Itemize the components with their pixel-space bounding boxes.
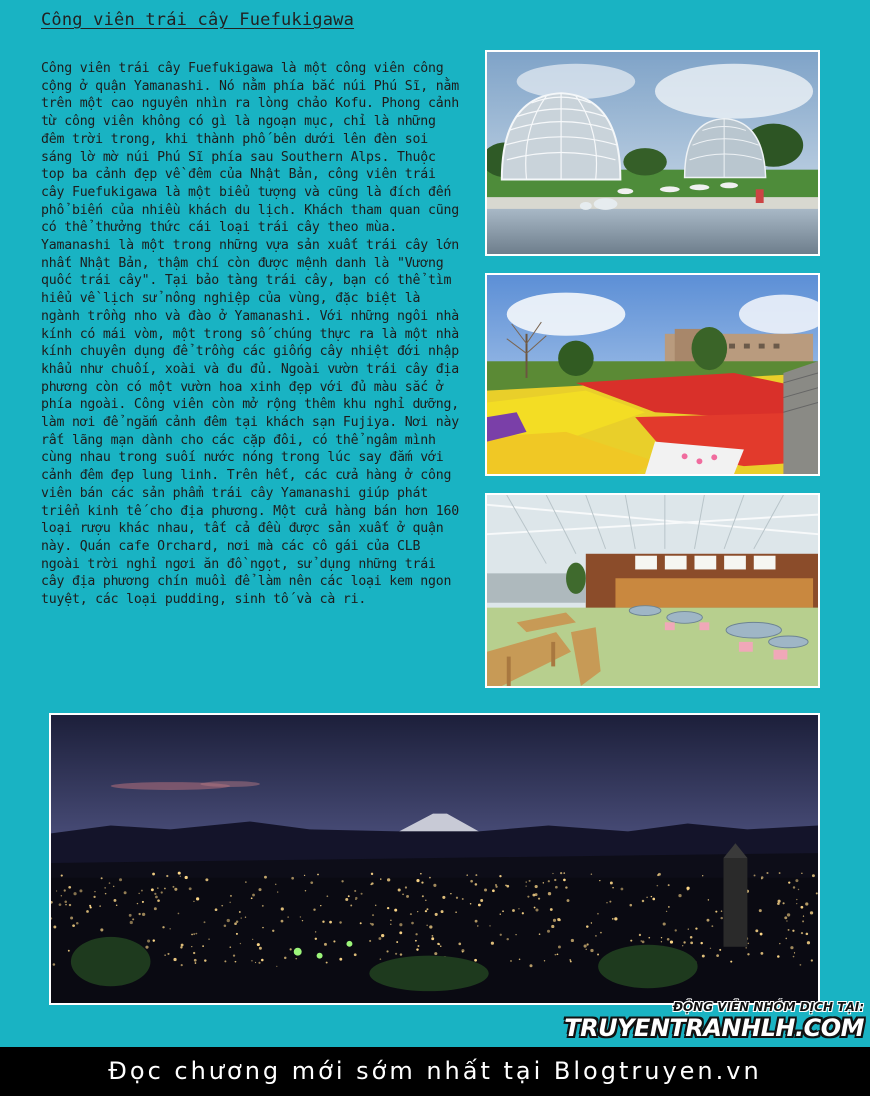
tulip-garden-photo [485, 273, 820, 476]
cafe-interior-photo [485, 493, 820, 688]
article-title: Công viên trái cây Fuefukigawa [41, 10, 355, 30]
translator-credit [564, 1000, 864, 1042]
footer-banner: Đọc chương mới sớm nhất tại Blogtruyen.vn [0, 1047, 870, 1096]
article-body: Công viên trái cây Fuefukigawa là một công viên công cộng ở quận Yamanashi. Nó nằm phía bắc núi Phú Sĩ, nằm trên một cao nguyên nhìn ra lòng chảo Kofu. Phong cảnh từ công viên không có gì là ngoạn mục, chỉ là những đêm trời trong, khi thành phố bên dưới lên đèn soi sáng lờ mờ núi Phú Sĩ phía sau Southern Alps. Thuộc top ba cảnh đẹp về đêm của Nhật Bản, công viên trái cây Fuefukigawa là một biểu tượng và cũng là đích đến phổ biến của nhiều khách du lịch. Khách tham quan cũng có thể thưởng thức cái loại trái cây theo mùa. Yamanashi là một trong những vựa sản xuất trái cây lớn nhất Nhật Bản, thậm chí còn được mệnh danh là "Vương quốc trái cây". Tại bảo tàng trái cây, bạn có thể tìm hiểu về lịch sử nông nghiệp của vùng, đặc biệt là ngành trồng nho và đào ở Yamanashi. Với những ngôi nhà kính có mái vòm, một trong số chúng thực ra là một nhà kính chuyên dụng để trồng các giống cây nhiệt đới nhập khẩu như chuối, xoài và đu đủ. Ngoài vườn trái cây địa phương còn có một vườn hoa xinh đẹp với đủ màu sắc ở phía ngoài. Công viên còn mở rộng thêm khu nghỉ dưỡng, làm nơi để ngắm cảnh đêm tại khách sạn Fujiya. Nơi này rất lãng mạn dành cho các cặp đôi, có thể ngâm mình cùng nhau trong suối nước nóng trong lúc say đắm với cảnh đêm đẹp lung linh. Trên hết, các cửa hàng ở công viên bán các sản phẩm trái cây Yamanashi giúp phát triển kinh tế cho địa phương. Một cửa hàng bán hơn 160 loại rượu khác nhau, tất cả đều được sản xuất ở quận này. Quán cafe Orchard, nơi mà các cô gái của CLB ngoài trời nghỉ ngơi ăn đồ ngọt, sử dụng những trái cây địa phương chín muồi để làm nên các loại kem ngon tuyệt, các loại pudding, sinh tố và cà ri. [41, 61, 467, 608]
credit-caption: ĐỘNG VIÊN NHÓM DỊCH TẠI: [672, 1000, 864, 1014]
greenhouse-domes-photo [485, 50, 820, 256]
night-view-photo [49, 713, 820, 1005]
credit-site-logo: TRUYENTRANHLH.COM [564, 1014, 864, 1042]
